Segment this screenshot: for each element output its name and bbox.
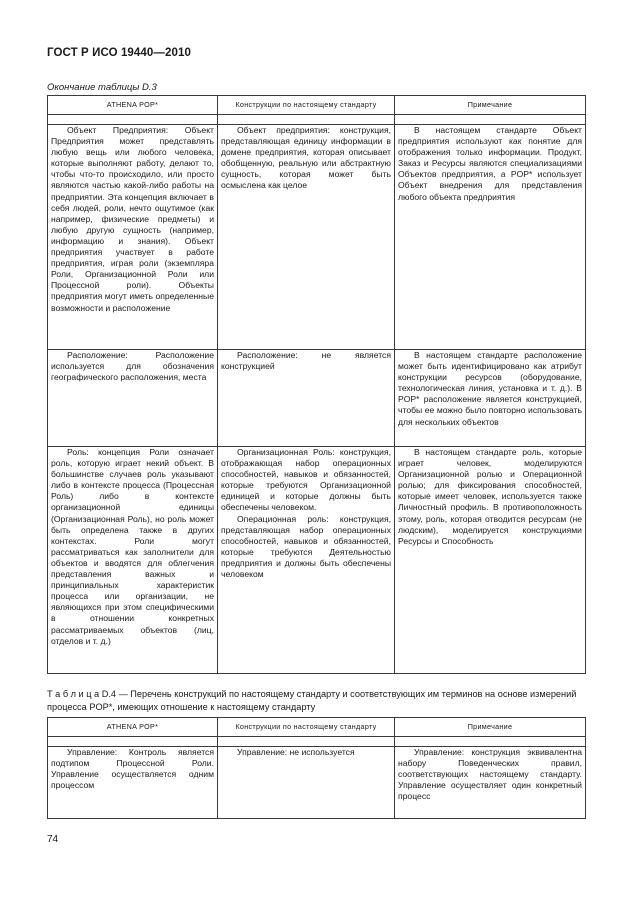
column-header: Конструкции по настоящему стандарту: [218, 96, 395, 115]
construct-paragraph: Операционная роль: конструкция, представляющая набор операционных способностей, навыков и обязанностей, которые требуются Деятельностью предприятия и должны быть обеспечены человеком: [221, 513, 391, 580]
note-cell: В настоящем стандарте Объект предприятия используют как понятие для отображения только информации. Продукт, Заказ и Ресурсы являются специализациями Объектов предприятия, а POP* использует Объект внедрения для представления любого объекта предприятия: [395, 125, 586, 350]
table-row: [48, 447, 586, 674]
note-cell: В настоящем стандарте расположение может быть идентифицировано как атрибут конструкции ресурсов (оборудование, технологическая линия, установка и т. д.). В POP* расположение является конструкцией, чтобы ее можно было повторно использовать для нескольких объектов: [395, 350, 586, 447]
note-cell: В настоящем стандарте роль, которые играет человек, моделируются Организационной ролью и Операционной ролью; для фиксирования способностей, которые имеет человек, используется также Личностный профиль. В противоположность этому, роль, которая отводится ресурсам (не людским), моделируется конструкциями Ресурсы и Способность: [395, 447, 586, 674]
column-header: Конструкции по настоящему стандарту: [218, 718, 395, 737]
construct-cell: [218, 447, 395, 674]
table-d3: [47, 95, 586, 674]
table-header-row: [48, 96, 586, 115]
table-d4: [47, 717, 586, 819]
note-cell: Управление: конструкция эквивалентна набору Поведенческих правил, соответствующих настоящему стандарту. Управление осуществляет один конкретный процесс: [395, 747, 586, 819]
table-header-row: [48, 718, 586, 737]
column-header: ATHENA POP*: [48, 718, 218, 737]
construct-cell: Расположение: не является конструкцией: [218, 350, 395, 447]
athena-cell: Управление: Контроль является подтипом Процессной Роли. Управление осуществляется одним процессом: [48, 747, 218, 819]
column-header: ATHENA POP*: [48, 96, 218, 115]
document-header: ГОСТ Р ИСО 19440—2010: [47, 47, 192, 59]
column-header: Примечание: [395, 718, 586, 737]
table-row: [48, 747, 586, 819]
table-spacer-row: [48, 115, 586, 125]
table-row: [48, 350, 586, 447]
table-row: [48, 125, 586, 350]
construct-cell: Управление: не используется: [218, 747, 395, 819]
table-d3-caption: Окончание таблицы D.3: [47, 82, 157, 93]
table-d4-caption: Т а б л и ц а D.4 — Перечень конструкций по настоящему стандарту и соответствующих им терминов на основе измерений процесса POP*, имеющих отношение к настоящему стандарту: [47, 689, 577, 712]
athena-cell: Объект Предприятия: Объект Предприятия может представлять любую вещь или любого человека, которые выполняют работу, делают то, чтобы что-то происходило, или просто являются частью какой-либо работы на предприятии. Эта концепция включает в себя людей, роли, нечто ощутимое (как например, физические предметы) и любую другую сущность (например, информацию и знания). Объект предприятия участвует в работе предприятия, играя роли (экземпляра Роли, Организационной Роли или Процессной роли). Объекты предприятия могут иметь определенные возможности и расположение: [48, 125, 218, 350]
column-header: Примечание: [395, 96, 586, 115]
construct-cell: Объект предприятия: конструкция, представляющая единицу информации в домене предприятия, которая описывает обобщенную, реальную или абстрактную сущность, которая может быть осмыслена как целое: [218, 125, 395, 350]
athena-cell: Расположение: Расположение используется для обозначения географического расположения, места: [48, 350, 218, 447]
construct-paragraph: Организационная Роль: конструкция, отображающая набор операционных способностей, навыков и обязанностей, которые требуются Организационной единицей и которые должны быть обеспечены человеком.: [221, 447, 391, 513]
table-spacer-row: [48, 737, 586, 747]
page-number: 74: [47, 834, 59, 845]
athena-cell: Роль: концепция Роли означает роль, которую играет некий объект. В большинстве случаев роль указывают либо в контексте процесса (Процессная Роль) либо в контексте организационной единицы (Организационная Роль), но роль может быть определена также в других контекстах. Роли могут рассматриваться как заполнители для объектов и вводятся для облегчения представления важных и принципиальных характеристик процесса или организации, не являющихся при этом специфическими в отношении конкретных рассматриваемых объектов (лиц, отделов и т. д.): [48, 447, 218, 674]
